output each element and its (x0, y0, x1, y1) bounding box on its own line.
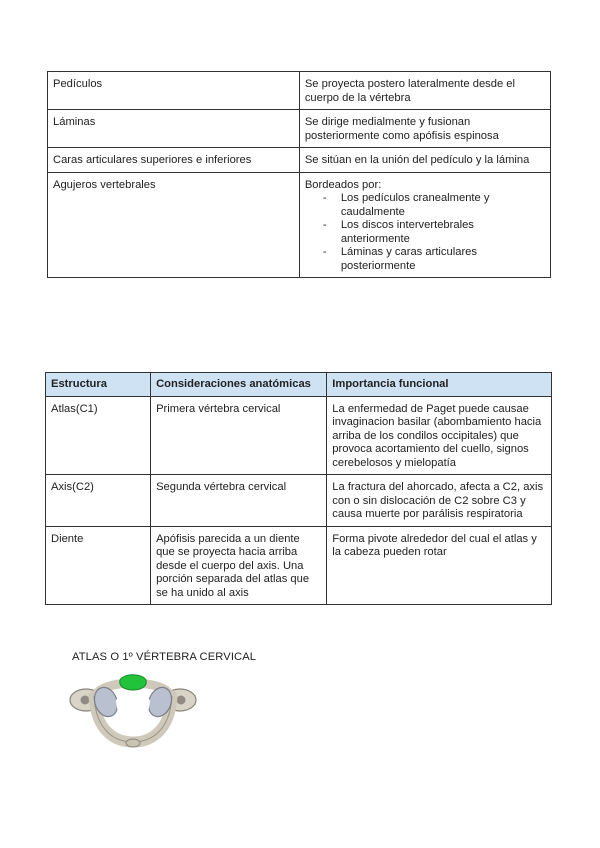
consideraciones-cell: Apófisis parecida a un diente que se proyecta hacia arriba desde el cuerpo del axis. Una porción separada del atlas que se ha unido al axis (151, 526, 327, 605)
bullet-list (305, 192, 545, 273)
cervical-structures-table (45, 372, 552, 605)
list-item: - Los pedículos cranealmente y caudalmente (305, 192, 545, 219)
description-cell: Se sitúan en la unión del pedículo y la lámina (299, 148, 550, 173)
table-row (48, 172, 551, 278)
table-row (48, 72, 551, 110)
importancia-cell: La fractura del ahorcado, afecta a C2, axis con o sin dislocación de C2 sobre C3 y causa muerte por parálisis respiratoria (327, 475, 552, 527)
vertebra-parts-table (47, 71, 551, 278)
description-cell: Se dirige medialmente y fusionan posteriormente como apófisis espinosa (299, 110, 550, 148)
table-row (48, 148, 551, 173)
list-item: - Los discos intervertebrales anteriormente (305, 219, 545, 246)
description-cell: Se proyecta postero lateralmente desde el cuerpo de la vértebra (299, 72, 550, 110)
table-row (46, 396, 552, 475)
table-row (48, 110, 551, 148)
estructura-cell: Diente (46, 526, 151, 605)
consideraciones-cell: Primera vértebra cervical (151, 396, 327, 475)
estructura-cell: Atlas(C1) (46, 396, 151, 475)
term-cell: Pedículos (48, 72, 300, 110)
table-header-row (46, 373, 552, 397)
list-item: - Láminas y caras articulares posteriormente (305, 246, 545, 273)
table-row (46, 526, 552, 605)
header-consideraciones: Consideraciones anatómicas (151, 373, 327, 397)
atlas-vertebra-illustration (68, 670, 198, 748)
term-cell: Láminas (48, 110, 300, 148)
term-cell: Agujeros vertebrales (48, 172, 300, 278)
figure-caption: ATLAS O 1º VÉRTEBRA CERVICAL (72, 651, 257, 663)
estructura-cell: Axis(C2) (46, 475, 151, 527)
description-cell (299, 172, 550, 278)
description-intro: Bordeados por: (304, 178, 382, 191)
header-importancia: Importancia funcional (327, 373, 552, 397)
header-estructura: Estructura (46, 373, 151, 397)
importancia-cell: La enfermedad de Paget puede causae invaginacion basilar (abombamiento hacia arriba de los condilos occipitales) que provoca acortamiento del cuello, signos cerebelosos y mielopatía (327, 396, 552, 475)
term-cell: Caras articulares superiores e inferiores (48, 148, 300, 173)
importancia-cell: Forma pivote alrededor del cual el atlas y la cabeza pueden rotar (327, 526, 552, 605)
table-row (46, 475, 552, 527)
consideraciones-cell: Segunda vértebra cervical (151, 475, 327, 527)
